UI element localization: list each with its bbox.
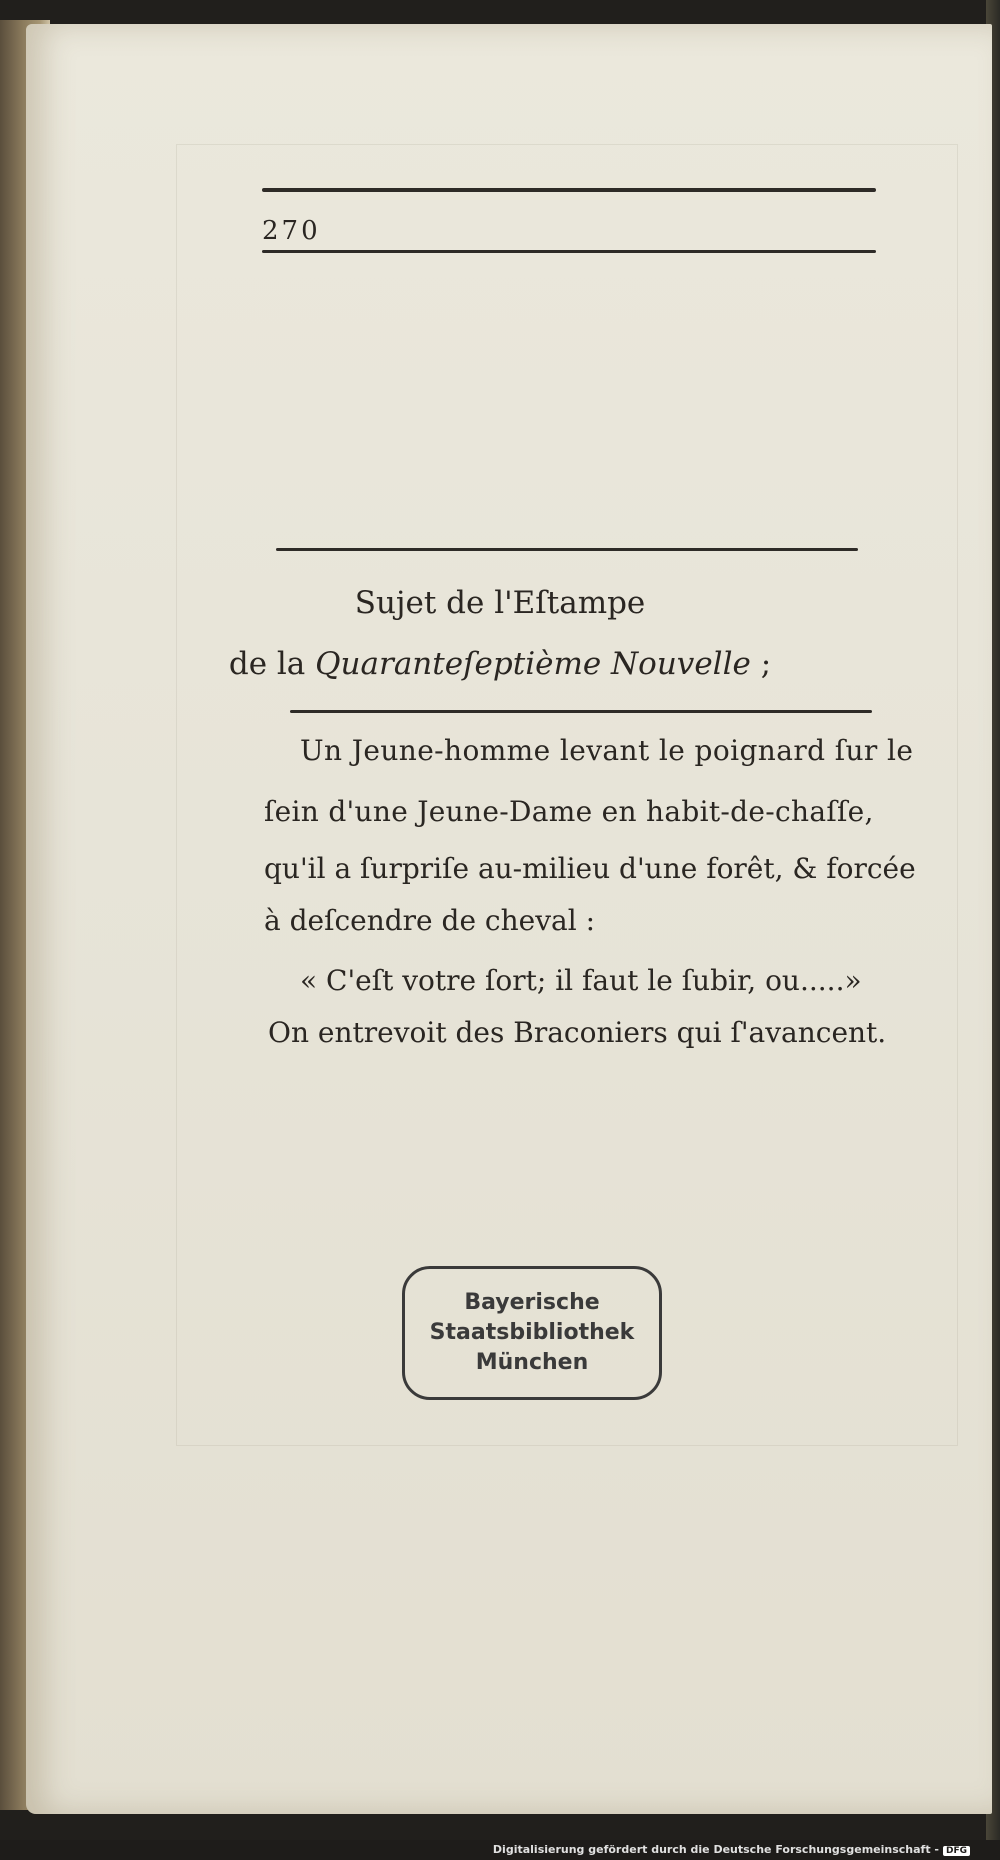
heading-line-2-italic: Quaranteſeptième Nouvelle [315, 646, 751, 682]
section-rule-top [276, 548, 858, 551]
page-number: 270 [262, 216, 321, 246]
stamp-line-2: Staatsbibliothek [429, 1320, 635, 1345]
section-rule-bottom [290, 710, 872, 713]
body-line-4: à deſcendre de cheval : [264, 904, 595, 937]
library-stamp [402, 1266, 662, 1400]
top-rule [262, 188, 876, 192]
body-line-3: qu'il a ſurpriſe au-milieu d'une forêt, & forcée [264, 852, 916, 885]
body-line-5: « C'eſt votre ſort; il faut le ſubir, ou.....» [300, 964, 862, 997]
footer-text: Digitalisierung gefördert durch die Deutsche Forschungsgemeinschaft - [492, 1843, 939, 1856]
heading-line-2-suffix: ; [750, 646, 772, 682]
heading-line-2-prefix: de la [228, 646, 316, 682]
body-line-1: Un Jeune-homme levant le poignard ſur le [300, 734, 914, 767]
header-rule [262, 250, 876, 253]
dfg-logo-icon: DFG [943, 1846, 970, 1856]
stamp-line-1: Bayerische [464, 1290, 600, 1315]
footer-credit [493, 1843, 970, 1856]
body-line-6: On entrevoit des Braconiers qui ſ'avancent. [268, 1016, 887, 1049]
stamp-line-3: München [475, 1350, 589, 1375]
heading-line-1: Sujet de l'Eſtampe [354, 585, 646, 621]
heading-line-2 [0, 646, 1000, 682]
body-line-2: ſein d'une Jeune-Dame en habit-de-chaſſe, [264, 795, 874, 828]
